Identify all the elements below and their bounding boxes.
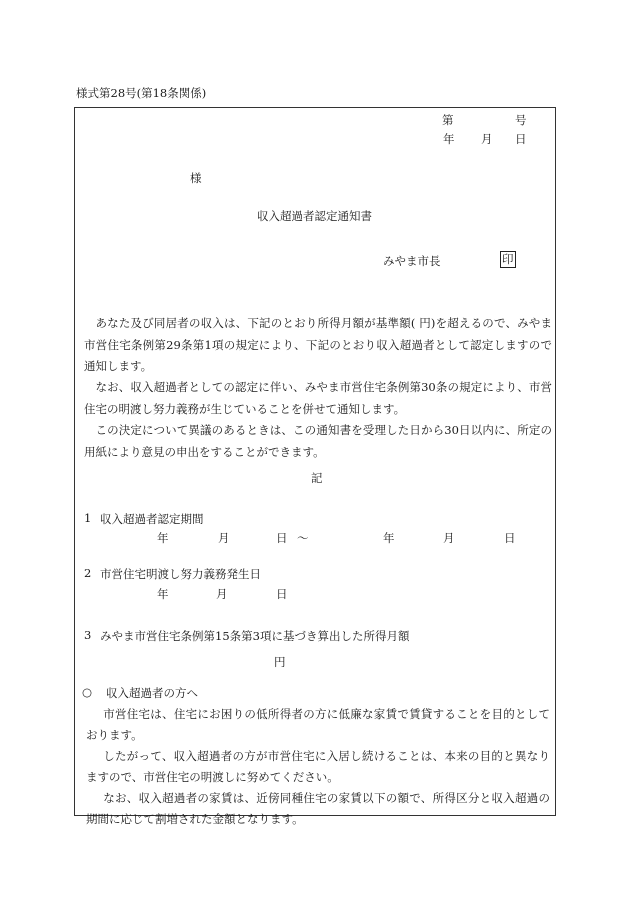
item-3-label: みやま市営住宅条例第15条第3項に基づき算出した所得月額 (100, 629, 410, 643)
item-1-start-year: 年 (157, 531, 169, 545)
notice-paragraph-2: したがって、収入超過者の方が市営住宅に入居し続けることは、本来の目的と異なりますので、市営住宅の明渡しに努めてください。 (86, 749, 550, 784)
item-1-tilde: ～ (297, 531, 309, 545)
item-3-number: 3 (84, 628, 92, 642)
doc-number-dai: 第 (442, 113, 454, 127)
body-paragraph-2: なお、収入超過者としての認定に伴い、みやま市営住宅条例第30条の規定により、市営住宅の明渡し努力義務が生じていることを併せて通知します。 (84, 380, 552, 416)
notice-paragraph-1: 市営住宅は、住宅にお困りの低所得者の方に低廉な家賃で賃貸することを目的としております。 (86, 707, 550, 742)
issuer-name: みやま市長 (383, 254, 441, 268)
body-paragraph-3: この決定について異議のあるときは、この通知書を受理した日から30日以内に、所定の用紙により意見の申出をすることができます。 (84, 423, 552, 459)
item-2-day: 日 (276, 587, 288, 601)
ki-heading: 記 (311, 471, 323, 485)
seal-mark: 印 (502, 252, 514, 266)
addressee-suffix: 様 (190, 171, 202, 185)
document-title: 収入超過者認定通知書 (257, 209, 372, 223)
doc-number-go: 号 (515, 113, 527, 127)
item-2-month: 月 (216, 587, 228, 601)
item-2-year: 年 (157, 587, 169, 601)
form-label: 様式第28号(第18条関係) (76, 86, 207, 100)
notice-paragraph-3: なお、収入超過者の家賃は、近傍同種住宅の家賃以下の額で、所得区分と収入超過の期間に応じて割増された金額となります。 (86, 791, 550, 826)
item-1-end-month: 月 (443, 531, 455, 545)
item-1-start-month: 月 (218, 531, 230, 545)
notice-heading: 収入超過者の方へ (106, 686, 198, 700)
item-1-label: 収入超過者認定期間 (100, 512, 204, 526)
date-day: 日 (515, 132, 527, 146)
item-1-end-year: 年 (383, 531, 395, 545)
notice-circle-icon: ○ (82, 685, 93, 699)
item-1-number: 1 (84, 511, 92, 525)
date-month: 月 (481, 132, 493, 146)
item-3-yen: 円 (274, 655, 286, 669)
item-2-number: 2 (84, 566, 92, 580)
item-2-label: 市営住宅明渡し努力義務発生日 (100, 567, 261, 581)
seal-box (500, 251, 516, 268)
body-paragraph-1: あなた及び同居者の収入は、下記のとおり所得月額が基準額( 円)を超えるので、みやま市営住宅条例第29条第1項の規定により、下記のとおり収入超過者として認定しますので通知します。 (84, 316, 552, 373)
item-1-end-day: 日 (504, 531, 516, 545)
date-year: 年 (443, 132, 455, 146)
item-1-start-day: 日 (276, 531, 288, 545)
